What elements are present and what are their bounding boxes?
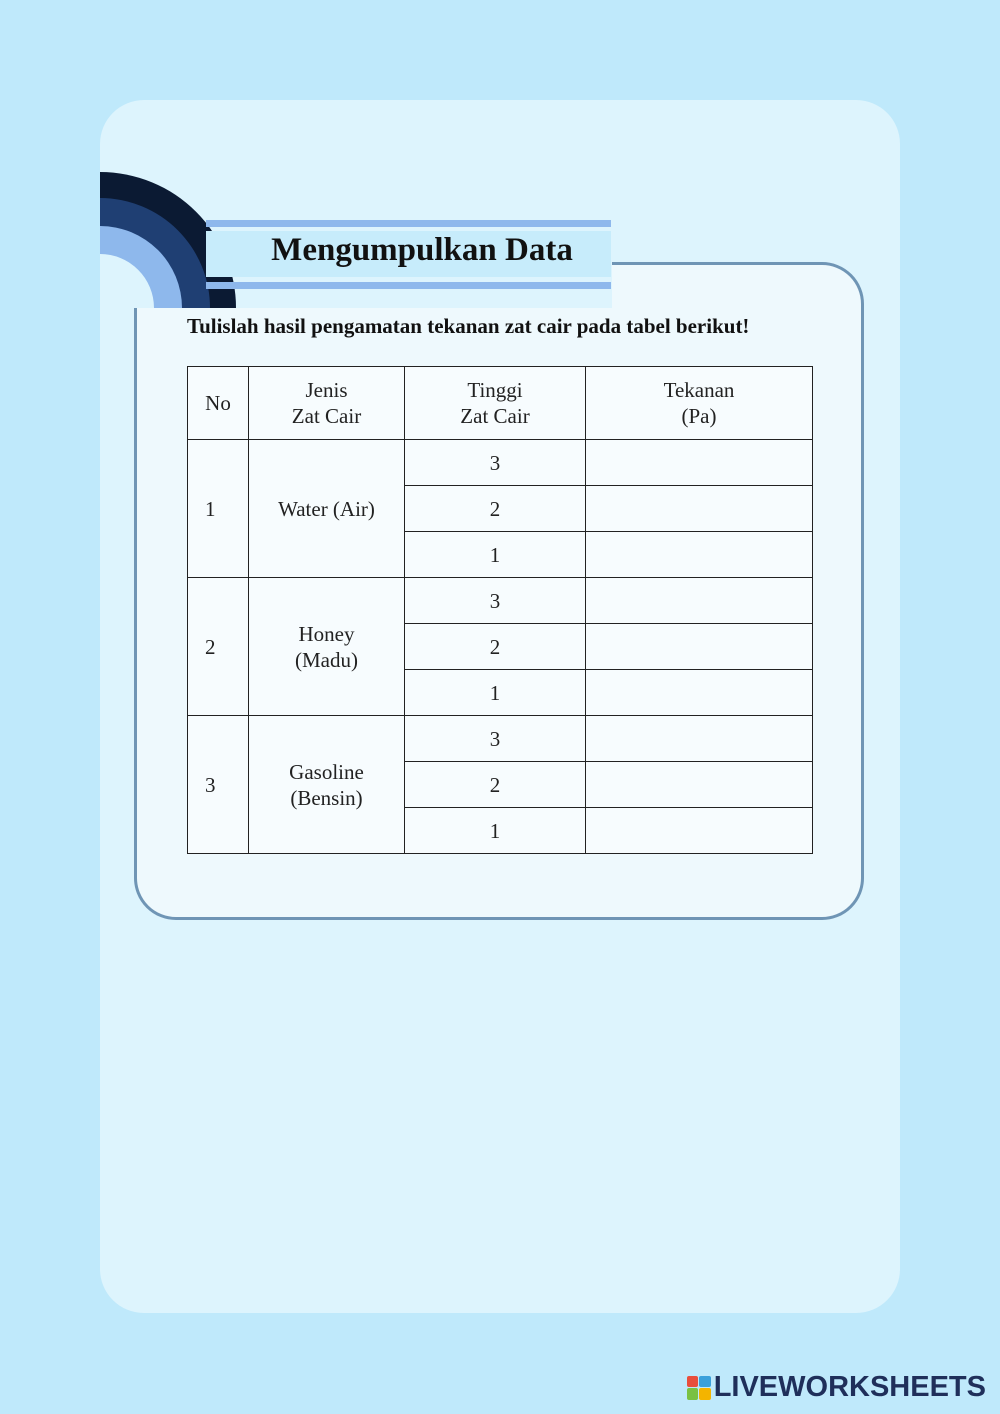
height-cell: 3	[405, 716, 586, 762]
header-no: No	[188, 367, 249, 440]
height-cell: 1	[405, 670, 586, 716]
pressure-input-cell[interactable]	[586, 578, 813, 624]
section-title: Mengumpulkan Data	[271, 232, 573, 268]
height-cell: 2	[405, 624, 586, 670]
height-cell: 3	[405, 440, 586, 486]
height-cell: 1	[405, 532, 586, 578]
pressure-input-cell[interactable]	[586, 762, 813, 808]
pressure-input-cell[interactable]	[586, 532, 813, 578]
liquid-name: Honey (Madu)	[249, 578, 405, 716]
pressure-input-cell[interactable]	[586, 486, 813, 532]
pressure-input-cell[interactable]	[586, 808, 813, 854]
table-header-row	[188, 367, 813, 440]
liveworksheets-watermark[interactable]	[687, 1371, 986, 1404]
header-jenis: Jenis Zat Cair	[249, 367, 405, 440]
title-stripe-top	[206, 220, 611, 227]
height-cell: 3	[405, 578, 586, 624]
table-row	[188, 578, 813, 624]
instruction-text: Tulislah hasil pengamatan tekanan zat cair pada tabel berikut!	[187, 314, 750, 338]
row-number: 3	[188, 716, 249, 854]
pressure-input-cell[interactable]	[586, 670, 813, 716]
pressure-input-cell[interactable]	[586, 716, 813, 762]
table-row	[188, 440, 813, 486]
pressure-input-cell[interactable]	[586, 624, 813, 670]
row-number: 1	[188, 440, 249, 578]
liquid-name: Gasoline (Bensin)	[249, 716, 405, 854]
liquid-name: Water (Air)	[249, 440, 405, 578]
liveworksheets-logo-icon	[687, 1376, 711, 1400]
observation-table	[187, 366, 813, 854]
watermark-text: LIVEWORKSHEETS	[713, 1371, 986, 1403]
height-cell: 2	[405, 486, 586, 532]
header-tinggi: Tinggi Zat Cair	[405, 367, 586, 440]
height-cell: 2	[405, 762, 586, 808]
table-row	[188, 716, 813, 762]
height-cell: 1	[405, 808, 586, 854]
row-number: 2	[188, 578, 249, 716]
title-stripe-bottom	[206, 282, 611, 289]
header-tekanan: Tekanan (Pa)	[586, 367, 813, 440]
pressure-input-cell[interactable]	[586, 440, 813, 486]
